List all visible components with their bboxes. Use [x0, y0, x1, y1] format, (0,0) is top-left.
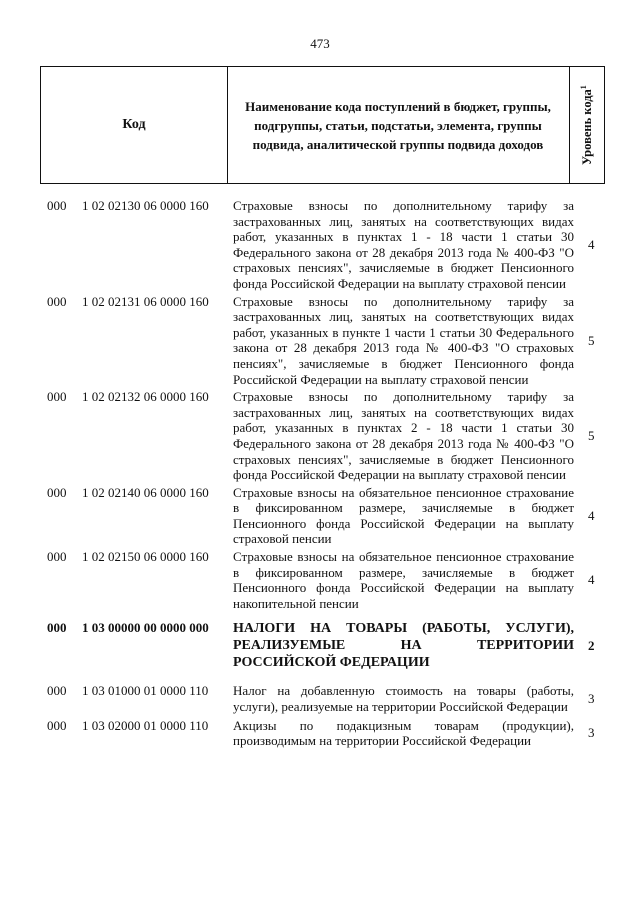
admin-code: 000: [47, 198, 67, 213]
page-number: 473: [310, 36, 330, 51]
budget-code: 1 02 02130 06 0000 160: [82, 198, 209, 213]
code-level: 4: [588, 508, 595, 524]
row-name: Страховые взносы на обязательное пенсионное страхование в фиксированном размере, зачисляемые в бюджет Пенсионного фонда Российской Федерации на выплату накопительной пенсии: [233, 549, 574, 611]
table-row: [0, 198, 640, 292]
row-name: Страховые взносы на обязательное пенсионное страхование в фиксированном размере, зачисляемые в бюджет Пенсионного фонда Российской Федерации на выплату страховой пенсии: [233, 484, 574, 547]
code-level: 5: [588, 332, 595, 348]
row-name: Страховые взносы по дополнительному тарифу за застрахованных лиц, занятых на соответствующих видах работ, указанных в пункте 1 части 1 статьи 30 Федерального закона от 28 декабря 2013 года № 400-ФЗ "О страховых пенсиях", зачисляемые в бюджет Пенсионного фонда Российской Федерации на выплату страховой пенсии: [233, 293, 574, 387]
table-row: [0, 549, 640, 611]
budget-code: 1 03 00000 00 0000 000: [82, 620, 209, 636]
header-level: [570, 67, 604, 183]
header-name: Наименование кода поступлений в бюджет, группы, подгруппы, статьи, подстатьи, элемента, группы подвида, аналитической группы подвида доходов: [227, 67, 570, 183]
code-level: 4: [588, 572, 595, 588]
table-header: [40, 66, 605, 184]
budget-code: 1 03 02000 01 0000 110: [82, 717, 209, 733]
budget-code: 1 02 02131 06 0000 160: [82, 293, 209, 309]
header-level-label: Уровень кода: [580, 89, 595, 165]
code-level: 3: [588, 691, 595, 707]
row-name: Налог на добавленную стоимость на товары (работы, услуги), реализуемые на территории Российской Федерации: [233, 683, 574, 715]
admin-code: 000: [47, 620, 67, 636]
admin-code: 000: [47, 717, 67, 733]
admin-code: 000: [47, 549, 67, 565]
header-code: Код: [41, 67, 228, 183]
budget-code: 1 02 02132 06 0000 160: [82, 389, 209, 405]
table-row: [0, 389, 640, 483]
code-level: 5: [588, 428, 595, 444]
code-level: 2: [588, 638, 595, 654]
code-level: 3: [588, 725, 595, 741]
admin-code: 000: [47, 484, 67, 500]
table-row: [0, 485, 640, 547]
table-body: [0, 198, 640, 749]
table-row: [0, 718, 640, 749]
header-level-footnote: 1: [578, 85, 588, 90]
row-name: Акцизы по подакцизным товарам (продукции), производимым на территории Российской Федерации: [233, 717, 574, 749]
code-level: 4: [588, 236, 595, 252]
admin-code: 000: [47, 293, 67, 309]
budget-code: 1 02 02150 06 0000 160: [82, 549, 209, 565]
row-name: Страховые взносы по дополнительному тарифу за застрахованных лиц, занятых на соответствующих видах работ, указанных в пунктах 1 - 18 части 1 статьи 30 Федерального закона от 28 декабря 2013 года № 400-ФЗ "О страховых пенсиях", зачисляемые в бюджет Пенсионного фонда Российской Федерации на выплату страховой пенсии: [233, 198, 574, 291]
table-row-section: [0, 620, 640, 671]
admin-code: 000: [47, 389, 67, 405]
admin-code: 000: [47, 683, 67, 699]
budget-code: 1 02 02140 06 0000 160: [82, 484, 209, 500]
row-name: НАЛОГИ НА ТОВАРЫ (РАБОТЫ, УСЛУГИ), РЕАЛИЗУЕМЫЕ НА ТЕРРИТОРИИ РОССИЙСКОЙ ФЕДЕРАЦИИ: [233, 621, 574, 671]
budget-code: 1 03 01000 01 0000 110: [82, 683, 209, 699]
table-row: [0, 294, 640, 388]
table-row: [0, 683, 640, 714]
row-name: Страховые взносы по дополнительному тарифу за застрахованных лиц, занятых на соответствующих видах работ, указанных в пунктах 2 - 18 части 1 статьи 30 Федерального закона от 28 декабря 2013 года № 400-ФЗ "О страховых пенсиях", зачисляемые в бюджет Пенсионного фонда Российской Федерации на выплату страховой пенсии: [233, 389, 574, 483]
